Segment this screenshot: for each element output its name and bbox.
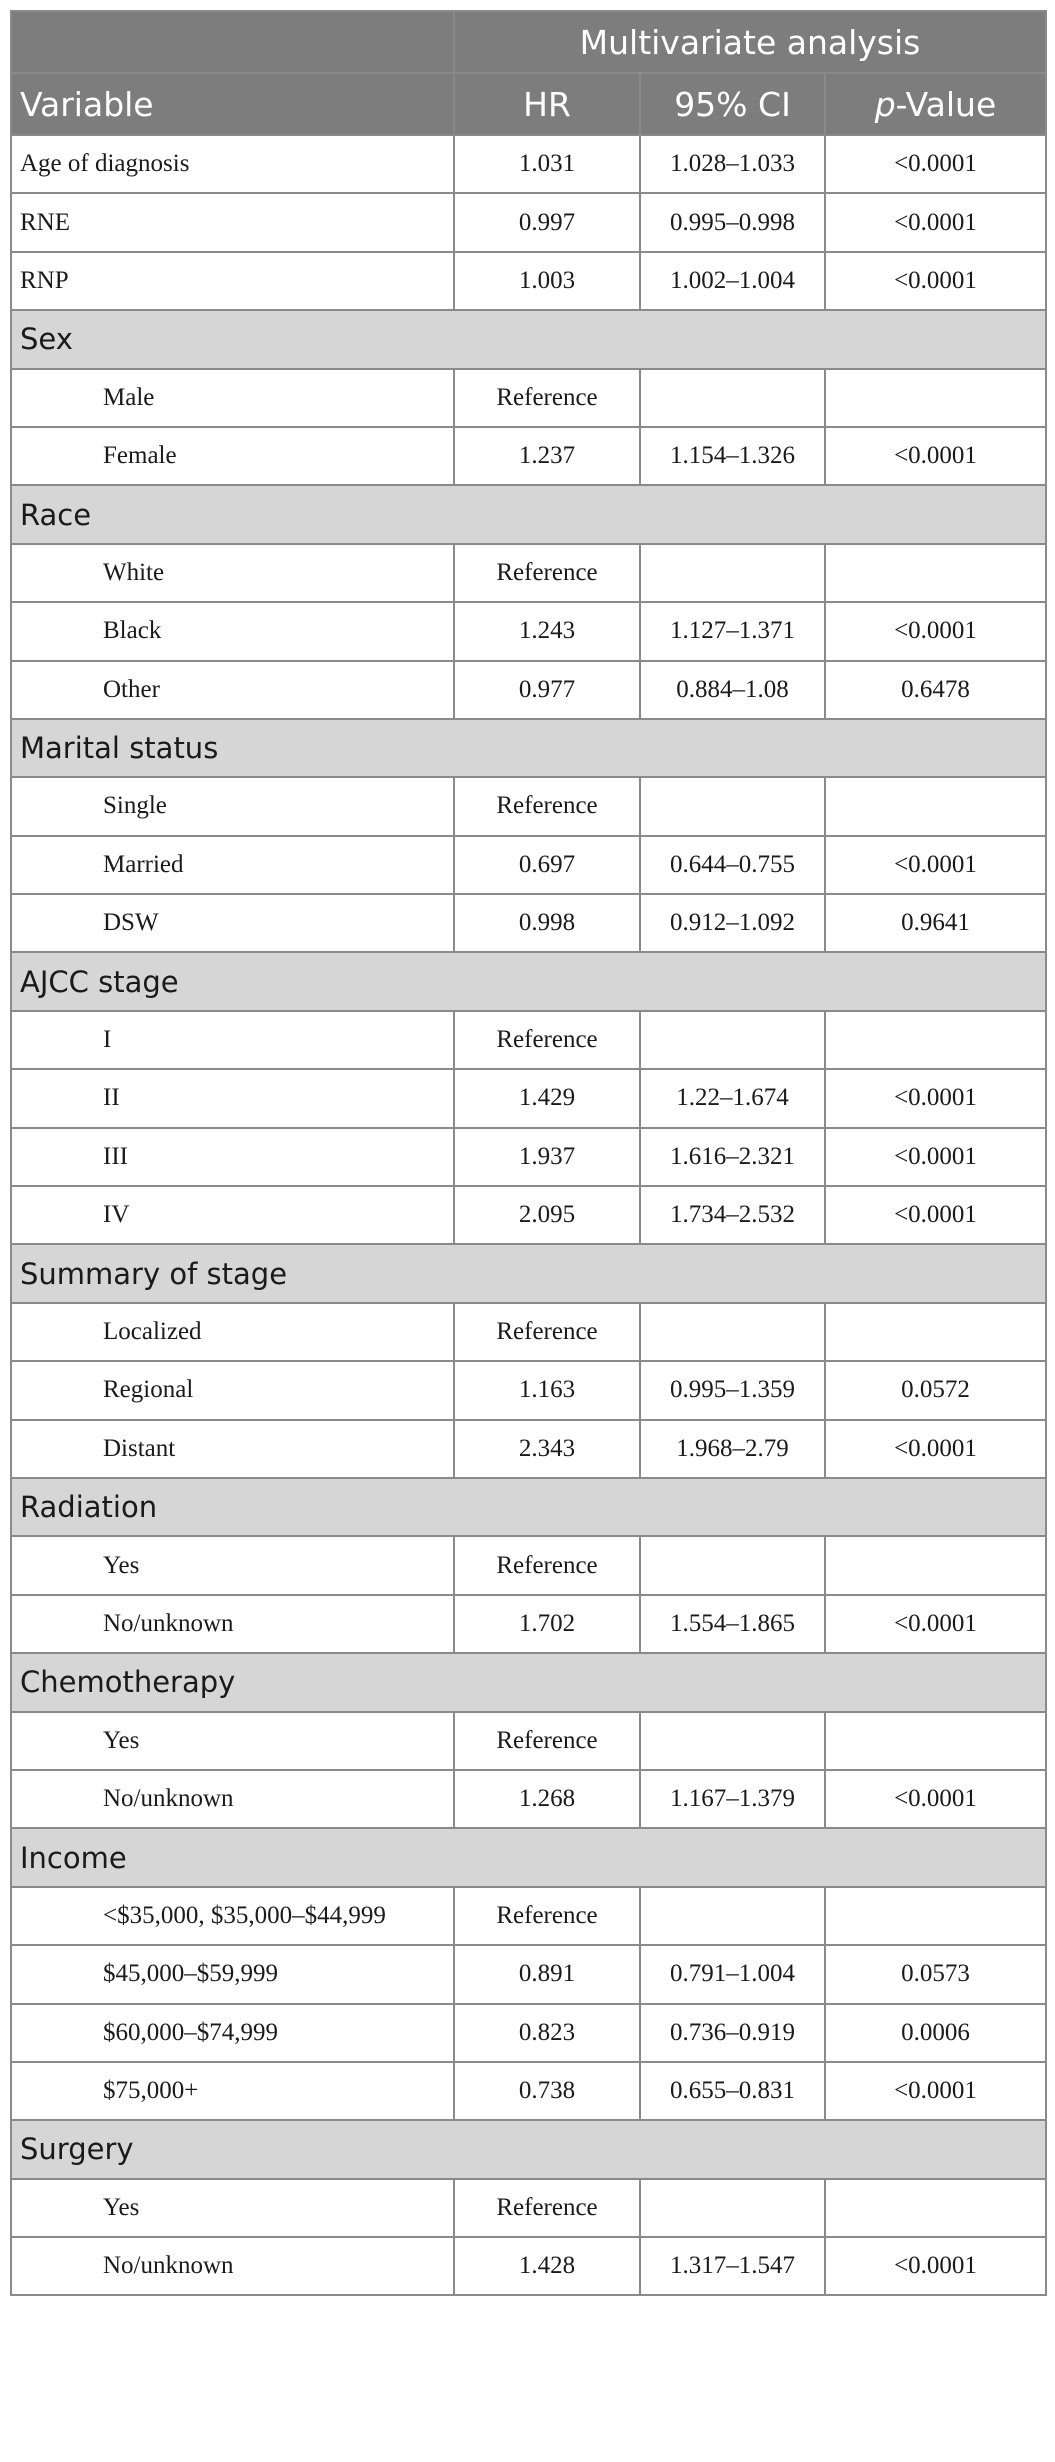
table-row [11,2004,1046,2062]
hr-cell: 1.428 [454,2237,640,2295]
ci-cell: 0.736–0.919 [640,2004,825,2062]
ci-cell: 0.912–1.092 [640,894,825,952]
variable-cell: Married [11,836,454,894]
variable-cell: Localized [11,1303,454,1361]
ci-cell: 1.968–2.79 [640,1420,825,1478]
ci-cell [640,1887,825,1945]
p-value-cell: <0.0001 [825,427,1046,485]
section-header-row [11,1244,1046,1302]
section-header-row [11,1478,1046,1536]
group-title: Multivariate analysis [454,11,1046,73]
table-row [11,777,1046,835]
section-label: Income [11,1828,1046,1886]
variable-cell: No/unknown [11,1595,454,1653]
hr-cell: Reference [454,1536,640,1594]
variable-cell: <$35,000, $35,000–$44,999 [11,1887,454,1945]
table-row [11,1536,1046,1594]
hr-cell: 1.702 [454,1595,640,1653]
table-row [11,1011,1046,1069]
ci-cell [640,369,825,427]
p-value-cell: <0.0001 [825,135,1046,193]
variable-cell: No/unknown [11,1770,454,1828]
ci-cell: 1.127–1.371 [640,602,825,660]
hr-cell: 0.998 [454,894,640,952]
p-value-cell: <0.0001 [825,1186,1046,1244]
p-value-cell [825,2179,1046,2237]
ci-cell: 1.028–1.033 [640,135,825,193]
ci-cell [640,1011,825,1069]
ci-cell: 1.317–1.547 [640,2237,825,2295]
hr-cell: 1.237 [454,427,640,485]
variable-cell: $60,000–$74,999 [11,2004,454,2062]
table-row [11,2237,1046,2295]
table-body [11,135,1046,2295]
variable-cell: $75,000+ [11,2062,454,2120]
table-row [11,1770,1046,1828]
p-value-cell: <0.0001 [825,836,1046,894]
hr-cell: 0.891 [454,1945,640,2003]
variable-cell: III [11,1128,454,1186]
p-value-cell: <0.0001 [825,1069,1046,1127]
ci-cell: 1.616–2.321 [640,1128,825,1186]
ci-cell: 0.791–1.004 [640,1945,825,2003]
variable-cell: RNE [11,193,454,251]
hr-cell: Reference [454,1011,640,1069]
hr-cell: 1.429 [454,1069,640,1127]
variable-cell: Age of diagnosis [11,135,454,193]
variable-cell: Distant [11,1420,454,1478]
column-header-hr: HR [454,73,640,135]
hr-cell: 1.937 [454,1128,640,1186]
ci-cell: 1.002–1.004 [640,252,825,310]
p-value-cell [825,369,1046,427]
p-suffix: -Value [895,84,997,124]
section-header-row [11,485,1046,543]
section-label: AJCC stage [11,952,1046,1010]
p-value-cell [825,1712,1046,1770]
hr-cell: 1.003 [454,252,640,310]
hr-cell: 1.268 [454,1770,640,1828]
variable-cell: Female [11,427,454,485]
p-value-cell: <0.0001 [825,1420,1046,1478]
variable-cell: Male [11,369,454,427]
ci-cell: 1.554–1.865 [640,1595,825,1653]
section-label: Marital status [11,719,1046,777]
hr-cell: 2.095 [454,1186,640,1244]
section-label: Race [11,485,1046,543]
section-label: Chemotherapy [11,1653,1046,1711]
hr-cell: Reference [454,777,640,835]
variable-cell: I [11,1011,454,1069]
variable-cell: No/unknown [11,2237,454,2295]
ci-cell [640,1303,825,1361]
p-value-cell [825,1536,1046,1594]
p-letter: p [874,84,896,124]
hr-cell: 1.243 [454,602,640,660]
p-value-cell: <0.0001 [825,1595,1046,1653]
table-row [11,1420,1046,1478]
ci-cell [640,1536,825,1594]
ci-cell: 0.995–0.998 [640,193,825,251]
table-row [11,1945,1046,2003]
hr-cell: 0.738 [454,2062,640,2120]
header-blank-cell [11,11,454,73]
table-row [11,427,1046,485]
p-value-cell [825,1011,1046,1069]
p-value-cell: 0.9641 [825,894,1046,952]
hr-cell: 0.823 [454,2004,640,2062]
table-row [11,1361,1046,1419]
table-row [11,602,1046,660]
hr-cell: Reference [454,369,640,427]
table-row [11,1595,1046,1653]
ci-cell [640,777,825,835]
ci-cell: 1.734–2.532 [640,1186,825,1244]
variable-cell: DSW [11,894,454,952]
table-row [11,2179,1046,2237]
p-value-cell: <0.0001 [825,602,1046,660]
variable-cell: White [11,544,454,602]
p-value-cell: <0.0001 [825,2237,1046,2295]
table-row [11,1712,1046,1770]
section-header-row [11,719,1046,777]
section-header-row [11,1653,1046,1711]
hr-cell: Reference [454,1887,640,1945]
column-header-ci: 95% CI [640,73,825,135]
table-row [11,193,1046,251]
table-row [11,1303,1046,1361]
multivariate-analysis-table [10,10,1047,2296]
ci-cell: 1.167–1.379 [640,1770,825,1828]
column-header-p-value [825,73,1046,135]
section-label: Sex [11,310,1046,368]
table-row [11,252,1046,310]
p-value-cell: <0.0001 [825,193,1046,251]
ci-cell [640,1712,825,1770]
column-header-variable: Variable [11,73,454,135]
section-header-row [11,2120,1046,2178]
table-row [11,836,1046,894]
p-value-cell: 0.0006 [825,2004,1046,2062]
table-row [11,2062,1046,2120]
variable-cell: Single [11,777,454,835]
table-row [11,1128,1046,1186]
p-value-cell [825,1887,1046,1945]
results-table-container [10,10,1054,2296]
table-row [11,1887,1046,1945]
p-value-cell [825,777,1046,835]
ci-cell [640,544,825,602]
table-row [11,369,1046,427]
ci-cell: 1.154–1.326 [640,427,825,485]
table-row [11,1069,1046,1127]
p-value-cell: <0.0001 [825,1128,1046,1186]
hr-cell: 1.031 [454,135,640,193]
p-value-cell: <0.0001 [825,2062,1046,2120]
hr-cell: 0.997 [454,193,640,251]
ci-cell: 0.644–0.755 [640,836,825,894]
variable-cell: Black [11,602,454,660]
p-value-cell: 0.6478 [825,661,1046,719]
variable-cell: II [11,1069,454,1127]
hr-cell: Reference [454,1712,640,1770]
table-row [11,894,1046,952]
section-label: Summary of stage [11,1244,1046,1302]
variable-cell: Yes [11,1536,454,1594]
variable-cell: RNP [11,252,454,310]
p-value-cell [825,544,1046,602]
section-header-row [11,1828,1046,1886]
variable-cell: $45,000–$59,999 [11,1945,454,2003]
variable-cell: Yes [11,2179,454,2237]
section-label: Radiation [11,1478,1046,1536]
ci-cell [640,2179,825,2237]
ci-cell: 0.995–1.359 [640,1361,825,1419]
hr-cell: 0.977 [454,661,640,719]
table-row [11,661,1046,719]
table-row [11,544,1046,602]
hr-cell: 1.163 [454,1361,640,1419]
ci-cell: 0.655–0.831 [640,2062,825,2120]
section-header-row [11,952,1046,1010]
section-label: Surgery [11,2120,1046,2178]
p-value-cell: 0.0572 [825,1361,1046,1419]
variable-cell: IV [11,1186,454,1244]
table-header [11,11,1046,135]
hr-cell: 2.343 [454,1420,640,1478]
p-value-cell [825,1303,1046,1361]
p-value-cell: <0.0001 [825,1770,1046,1828]
section-header-row [11,310,1046,368]
hr-cell: Reference [454,1303,640,1361]
p-value-cell: 0.0573 [825,1945,1046,2003]
hr-cell: Reference [454,544,640,602]
table-row [11,1186,1046,1244]
variable-cell: Regional [11,1361,454,1419]
ci-cell: 1.22–1.674 [640,1069,825,1127]
hr-cell: 0.697 [454,836,640,894]
variable-cell: Yes [11,1712,454,1770]
ci-cell: 0.884–1.08 [640,661,825,719]
table-row [11,135,1046,193]
variable-cell: Other [11,661,454,719]
hr-cell: Reference [454,2179,640,2237]
p-value-cell: <0.0001 [825,252,1046,310]
